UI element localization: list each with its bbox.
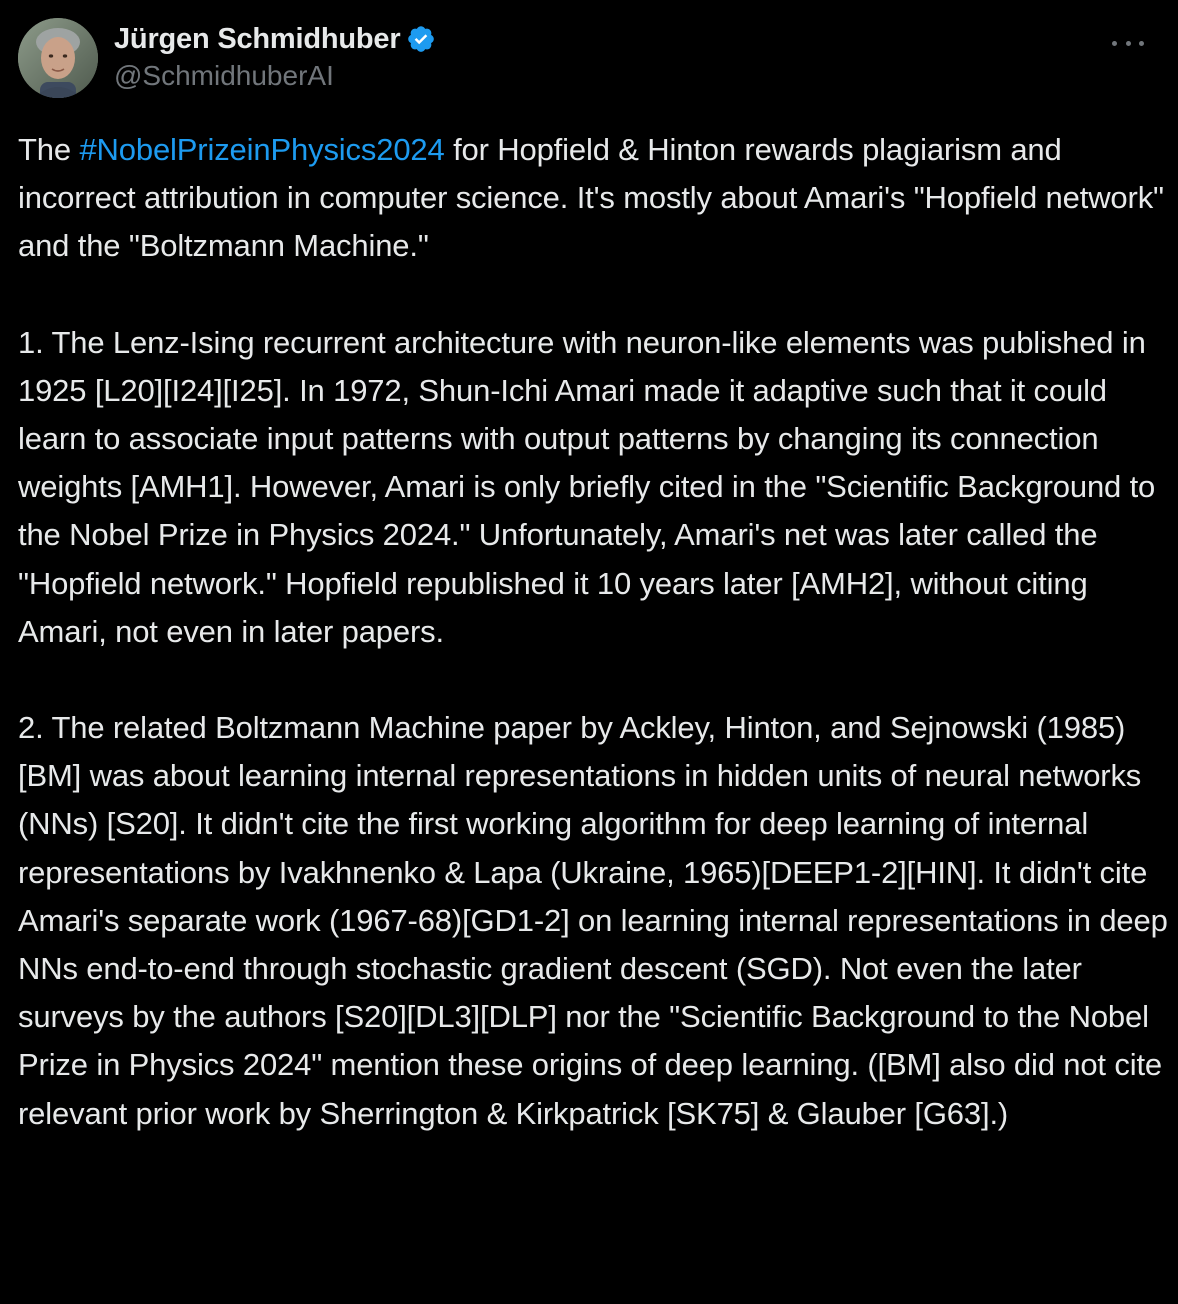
more-dot xyxy=(1112,41,1117,46)
display-name[interactable]: Jürgen Schmidhuber xyxy=(114,22,401,55)
tweet-intro-paragraph xyxy=(18,126,1168,271)
tweet-paragraph-1: 1. The Lenz-Ising recurrent architecture with neuron-like elements was published in 1925 [L20][I24][I25]. In 1972, Shun-Ichi Amari made it adaptive such that it could learn to associate input patterns with output patterns by changing its connection weights [AMH1]. However, Amari is only briefly cited in the "Scientific Background to the Nobel Prize in Physics 2024." Unfortunately, Amari's net was later called the "Hopfield network." Hopfield republished it 10 years later [AMH2], without citing Amari, not even in later papers. xyxy=(18,324,1156,649)
more-dot xyxy=(1126,41,1131,46)
display-name-row xyxy=(114,20,436,58)
hashtag-link[interactable]: #NobelPrizeinPhysics2024 xyxy=(79,132,445,167)
avatar[interactable] xyxy=(18,18,98,98)
author-names xyxy=(114,20,436,92)
intro-text-before: The xyxy=(18,132,80,167)
tweet-paragraph-2: 2. The related Boltzmann Machine paper by Ackley, Hinton, and Sejnowski (1985) [BM] was about learning internal representations in hidden units of neural networks (NNs) [S20]. It didn't cite the first working algorithm for deep learning of internal representations by Ivakhnenko & Lapa (Ukraine, 1965)[DEEP1-2][HIN]. It didn't cite Amari's separate work (1967-68)[GD1-2] on learning internal representations in deep NNs end-to-end through stochastic gradient descent (SGD). Not even the later surveys by the authors [S20][DL3][DLP] nor the "Scientific Background to the Nobel Prize in Physics 2024" mention these origins of deep learning. ([BM] also did not cite relevant prior work by Sherrington & Kirkpatrick [SK75] & Glauber [G63].) xyxy=(18,710,1168,1131)
more-dot xyxy=(1139,41,1144,46)
tweet-header xyxy=(18,18,1160,100)
author-handle[interactable]: @SchmidhuberAI xyxy=(114,60,334,91)
verified-badge-icon[interactable] xyxy=(406,24,436,54)
intro-text-after: for Hopfield & Hinton rewards plagiarism and incorrect attribution in computer science. It's mostly about Amari's "Hopfield network" and the "Boltzmann Machine." xyxy=(18,132,1164,264)
avatar-photo-icon xyxy=(18,18,98,98)
tweet-text xyxy=(18,126,1168,1138)
more-options-icon[interactable] xyxy=(1112,38,1144,48)
